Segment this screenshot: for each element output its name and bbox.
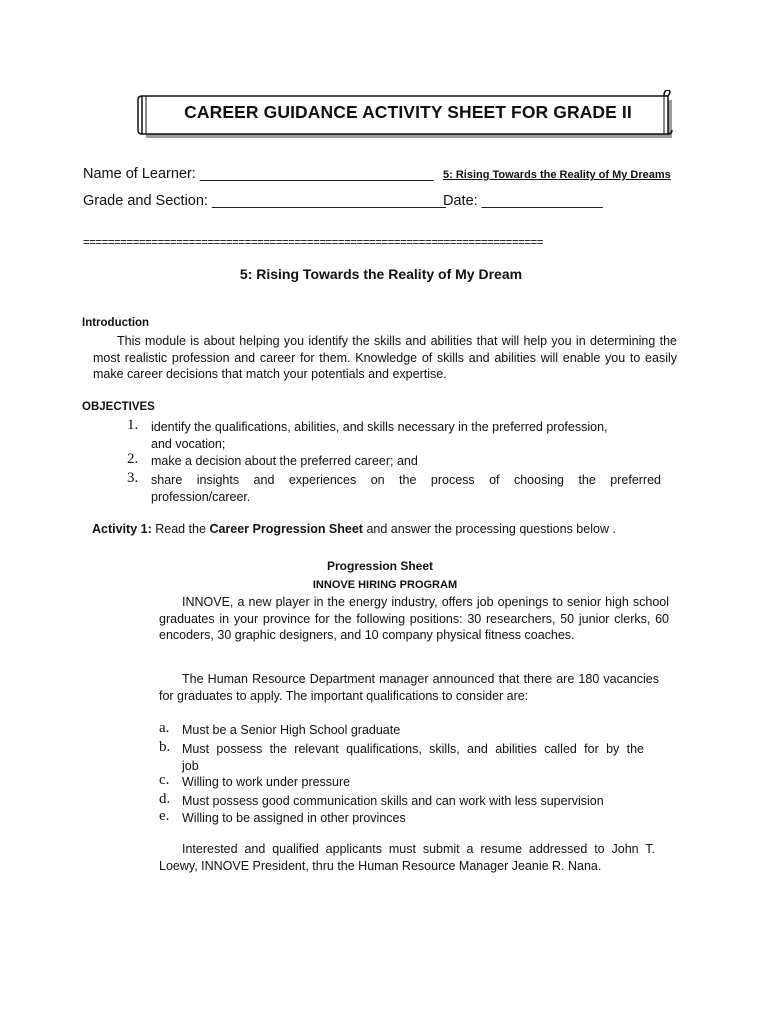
section-divider: ========================================================================== [83,237,543,249]
objective-item: share insights and experiences on the process of choosing the preferred profession/career. [151,473,661,504]
grade-section-field: Grade and Section: _____________________________ [83,193,446,209]
page-title: CAREER GUIDANCE ACTIVITY SHEET FOR GRADE II [184,102,632,122]
introduction-text: This module is about helping you identify the skills and abilities that will help you in determining the most realistic profession and career for them. Knowledge of skills and abilities will enable you to easily make career decisions that match your potentials and expertise. [93,334,677,381]
activity-instruction: Activity 1: Read the Career Progression Sheet and answer the processing questions below . [92,522,616,536]
progression-sheet-title: Progression Sheet [326,559,434,573]
name-of-learner-field: Name of Learner: _____________________________ [83,166,434,182]
hiring-program-title: INNOVE HIRING PROGRAM [312,579,458,591]
qualification-item: Willing to work under pressure [182,775,351,789]
section-title: 5: Rising Towards the Reality of My Dream [239,266,523,282]
qualification-letter: d. [159,791,171,807]
progression-paragraph-2: The Human Resource Department manager announced that there are 180 vacancies for graduates to apply. The important qualifications to consider are: [159,672,659,703]
date-field: Date: _______________ [443,193,603,209]
qualification-letter: a. [159,720,170,736]
qualification-item: Must be a Senior High School graduate [182,723,401,737]
qualification-item: Must possess the relevant qualifications, skills, and abilities called for by the job [182,742,644,773]
progression-paragraph-1: INNOVE, a new player in the energy industry, offers job openings to senior high school graduates in your province for the following positions: 30 researchers, 50 junior clerks, 60 encoders, 30 graphic designers, and 10 company physical fitness coaches. [159,595,669,642]
objective-number: 1. [127,417,139,433]
objective-item: identify the qualifications, abilities, and skills necessary in the preferred profession, and vocation; [151,420,608,451]
objective-item: make a decision about the preferred career; and [151,454,418,468]
introduction-heading: Introduction [82,317,150,329]
qualification-letter: e. [159,808,170,824]
qualification-letter: c. [159,772,170,788]
objective-number: 3. [127,470,139,486]
qualification-letter: b. [159,739,171,755]
objectives-heading: OBJECTIVES [82,401,155,413]
qualification-item: Willing to be assigned in other provinces [182,811,406,825]
qualification-item: Must possess good communication skills and can work with less supervision [182,794,604,808]
module-reference: 5: Rising Towards the Reality of My Dreams [443,169,671,181]
objective-number: 2. [127,451,139,467]
progression-paragraph-3: Interested and qualified applicants must submit a resume addressed to John T. Loewy, INNOVE President, thru the Human Resource Manager Jeanie R. Nana. [159,842,655,873]
